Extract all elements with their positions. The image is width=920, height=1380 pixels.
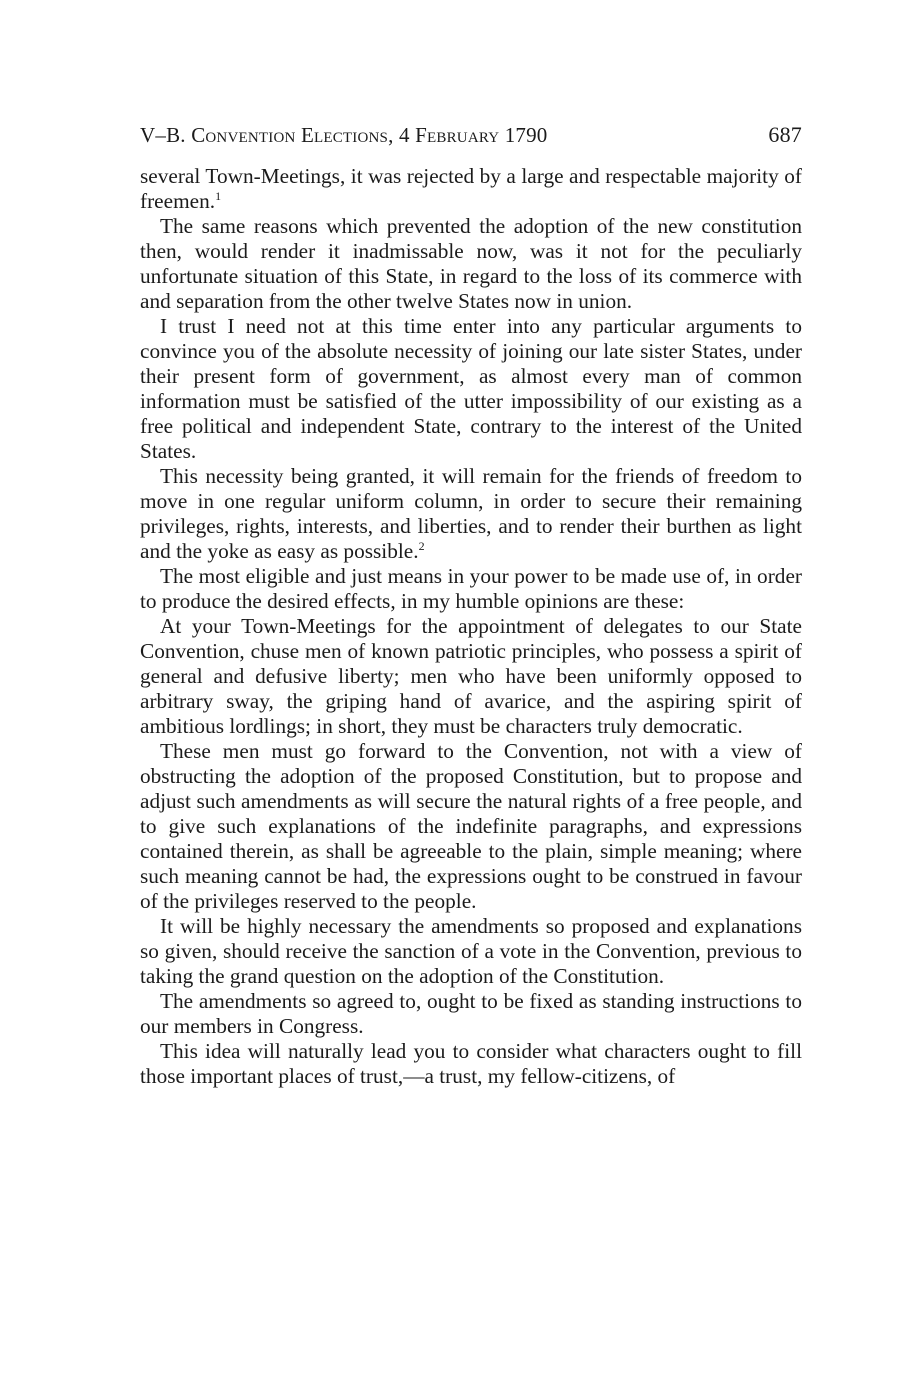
footnote-marker[interactable]: 1 [215,189,222,203]
running-head [140,120,802,164]
running-head-text: Convention Elections, 4 February 1790 [191,123,548,147]
paragraph-text: It will be highly necessary the amendments so proposed and explanations so given, should receive the sanction of a vote in the Convention, previous to taking the grand question on the adoption of the Constitution. [140,914,802,988]
running-head-prefix: V–B. [140,123,192,147]
paragraph-text: At your Town-Meetings for the appointment of delegates to our State Convention, chuse men of known patriotic principles, who possess a spirit of general and defusive liberty; men who have been uniformly opposed to arbitrary sway, the griping hand of avarice, and the aspiring spirit of ambitious lordlings; in short, they must be characters truly democratic. [140,614,802,738]
paragraph [140,1039,802,1089]
paragraph [140,164,802,214]
paragraph-text: The amendments so agreed to, ought to be fixed as standing instructions to our members in Congress. [140,989,802,1038]
paragraph [140,464,802,564]
paragraph [140,914,802,989]
paragraph-text: I trust I need not at this time enter into any particular arguments to convince you of the absolute necessity of joining our late sister States, under their present form of government, as almost every man of common information must be satisfied of the utter impossibility of our existing as a free political and independent State, contrary to the interest of the United States. [140,314,802,463]
running-head-title [140,120,548,150]
paragraph-text: The same reasons which prevented the adoption of the new constitution then, would render it inadmissable now, was it not for the peculiarly unfortunate situation of this State, in regard to the loss of its commerce with and separation from the other twelve States now in union. [140,214,802,313]
paragraph [140,214,802,314]
page-number: 687 [768,122,802,147]
paragraph [140,739,802,914]
paragraph [140,314,802,464]
paragraph-text: This idea will naturally lead you to consider what characters ought to fill those important places of trust,—a trust, my fellow-citizens, of [140,1039,802,1088]
paragraph [140,989,802,1039]
paragraph-text: several Town-Meetings, it was rejected by a large and respectable majority of freemen. [140,164,802,213]
document-page [140,120,802,1089]
body-text [140,164,802,1089]
paragraph-text: The most eligible and just means in your power to be made use of, in order to produce the desired effects, in my humble opinions are these: [140,564,802,613]
paragraph [140,564,802,614]
footnote-marker[interactable]: 2 [418,539,425,553]
paragraph [140,614,802,739]
paragraph-text: This necessity being granted, it will remain for the friends of freedom to move in one regular uniform column, in order to secure their remaining privileges, rights, interests, and liberties, and to render their burthen as light and the yoke as easy as possible. [140,464,802,563]
paragraph-text: These men must go forward to the Convention, not with a view of obstructing the adoption of the proposed Constitution, but to propose and adjust such amendments as will secure the natural rights of a free people, and to give such explanations of the indefinite paragraphs, and expressions contained therein, as shall be agreeable to the plain, simple meaning; where such meaning cannot be had, the expressions ought to be construed in favour of the privileges reserved to the people. [140,739,802,913]
